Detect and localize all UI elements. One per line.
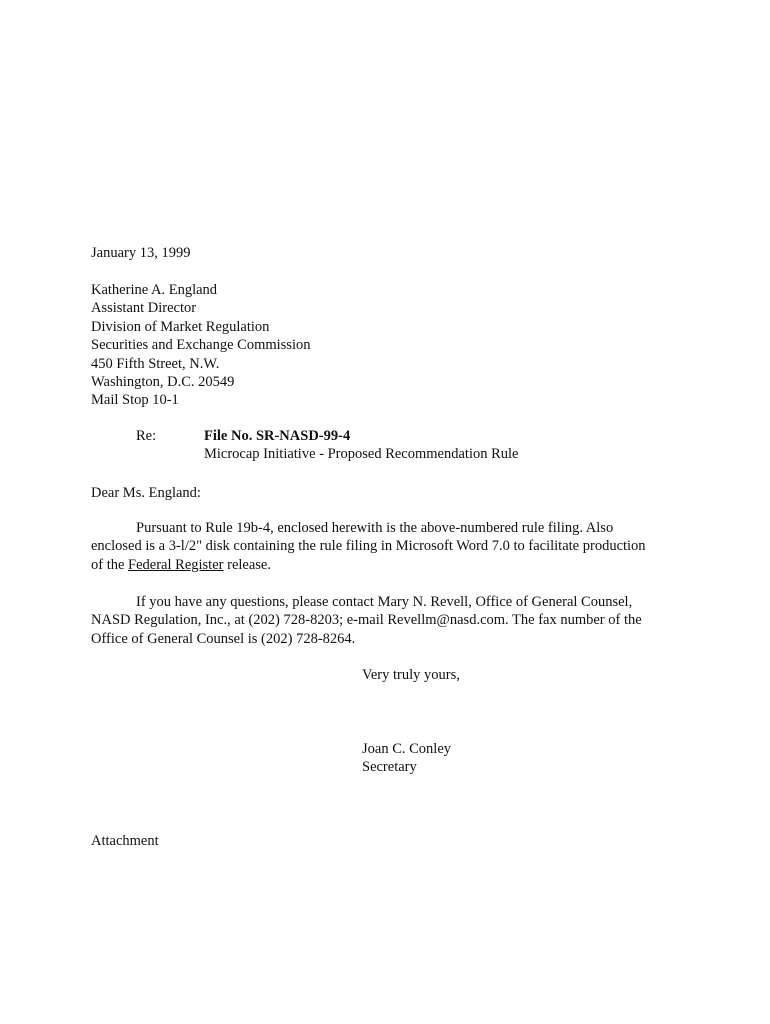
- recipient-name: Katherine A. England: [91, 282, 218, 298]
- salutation: Dear Ms. England:: [91, 485, 201, 501]
- paragraph-1-line-3-suffix: release.: [223, 556, 271, 573]
- attachment-note: Attachment: [91, 833, 159, 849]
- paragraph-1-line-3-prefix: of the: [91, 556, 129, 573]
- re-file-number: File No. SR-NASD-99-4: [204, 428, 351, 444]
- recipient-organization: Securities and Exchange Commission: [91, 337, 311, 354]
- closing: Very truly yours,: [362, 667, 460, 683]
- paragraph-2-line-2: NASD Regulation, Inc., at (202) 728-8203; e-mail Revellm@nasd.com. The fax number of the: [91, 612, 642, 629]
- signer-title: Secretary: [362, 759, 417, 776]
- recipient-division: Division of Market Regulation: [91, 318, 270, 335]
- recipient-street: 450 Fifth Street, N.W.: [91, 355, 220, 372]
- letter-date: January 13, 1999: [91, 245, 191, 261]
- recipient-mail-stop: Mail Stop 10-1: [91, 392, 179, 409]
- recipient-title: Assistant Director: [91, 300, 197, 317]
- paragraph-1-line-3: [91, 556, 681, 574]
- re-label: Re:: [136, 428, 157, 444]
- re-subject-block: [204, 427, 519, 464]
- body-paragraph-2: [91, 593, 681, 648]
- paragraph-2-line-3: Office of General Counsel is (202) 728-8264.: [91, 630, 356, 647]
- body-paragraph-1: [91, 519, 681, 574]
- paragraph-2-line-1: If you have any questions, please contact Mary N. Revell, Office of General Counsel,: [136, 594, 633, 610]
- signature-block: [362, 740, 451, 777]
- federal-register-reference: Federal Register: [128, 556, 224, 573]
- paragraph-1-line-2: enclosed is a 3-l/2" disk containing the rule filing in Microsoft Word 7.0 to facilitate production: [91, 538, 646, 555]
- recipient-address: [91, 281, 310, 410]
- paragraph-1-line-1: Pursuant to Rule 19b-4, enclosed herewith is the above-numbered rule filing. Also: [136, 520, 614, 536]
- re-subject: Microcap Initiative - Proposed Recommendation Rule: [204, 446, 519, 463]
- signer-name: Joan C. Conley: [362, 741, 452, 757]
- recipient-city: Washington, D.C. 20549: [91, 374, 235, 391]
